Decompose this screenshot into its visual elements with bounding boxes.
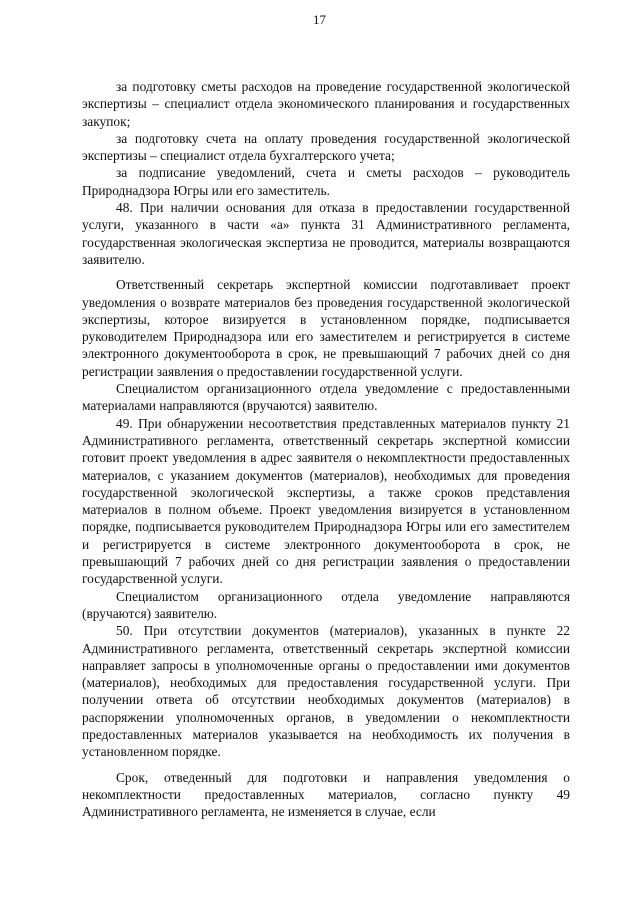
paragraph-item-49: 49. При обнаружении несоответствия представленных материалов пункту 21 Административного регламента, ответственный секретарь экспертной комиссии готовит проект уведомления в адрес заявителя о некомплектности предоставленных материалов, с указанием документов (материалов), необходимых для проведения государственной экологической экспертизы, а также сроков представления материалов в полном объеме. Проект уведомления визируется в установленном порядке, подписывается руководителем Природнадзора Югры или его заместителем и регистрируется в системе электронного документооборота в срок, не превышающий 7 рабочих дней со дня регистрации заявления о предоставлении государственной услуги. [82, 415, 570, 587]
page-number: 17 [313, 12, 326, 27]
paragraph-item-48: 48. При наличии основания для отказа в предоставлении государственной услуги, указанного в части «а» пункта 31 Административного регламента, государственная экологическая экспертиза не проводится, материалы возвращаются заявителю. [82, 200, 570, 267]
document-body [82, 78, 570, 820]
paragraph-estimate-responsibility: за подготовку сметы расходов на проведение государственной экологической экспертизы – специалист отдела экономического планирования и государственных закупок; [82, 79, 570, 129]
paragraph-secretary-return-notice: Ответственный секретарь экспертной комиссии подготавливает проект уведомления о возврате материалов без проведения государственной экологической экспертизы, которое визируется в установленном порядке, подписывается руководителем Природнадзора или его заместителем и регистрируется в системе электронного документооборота в срок, не превышающий 7 рабочих дней со дня регистрации заявления о предоставлении государственной услуги. [82, 277, 570, 379]
paragraph-return-delivery: Специалистом организационного отдела уведомление с предоставленными материалами направляются (вручаются) заявителю. [82, 381, 570, 414]
paragraph-item-50: 50. При отсутствии документов (материалов), указанных в пункте 22 Административного регламента, ответственный секретарь экспертной комиссии направляет запросы в уполномоченные органы о предоставлении ими документов (материалов), необходимых для предоставления государственной услуги. При получении ответа об отсутствии необходимых документов (материалов) в распоряжении уполномоченных органов, в уведомлении о некомплектности предоставленных материалов указывается на необходимость их получения в установленном порядке. [82, 623, 570, 760]
paragraph-invoice-responsibility: за подготовку счета на оплату проведения государственной экологической экспертизы – специалист отдела бухгалтерского учета; [82, 130, 570, 164]
paragraph-signing-responsibility: за подписание уведомлений, счета и сметы расходов – руководитель Природнадзора Югры или его заместитель. [82, 165, 570, 198]
paragraph-deadline: Срок, отведенный для подготовки и направления уведомления о некомплектности предоставленных материалов, согласно пункту 49 Административного регламента, не изменяется в случае, если [82, 769, 570, 820]
paragraph-notice-delivery: Специалистом организационного отдела уведомление направляются (вручаются) заявителю. [82, 588, 570, 621]
